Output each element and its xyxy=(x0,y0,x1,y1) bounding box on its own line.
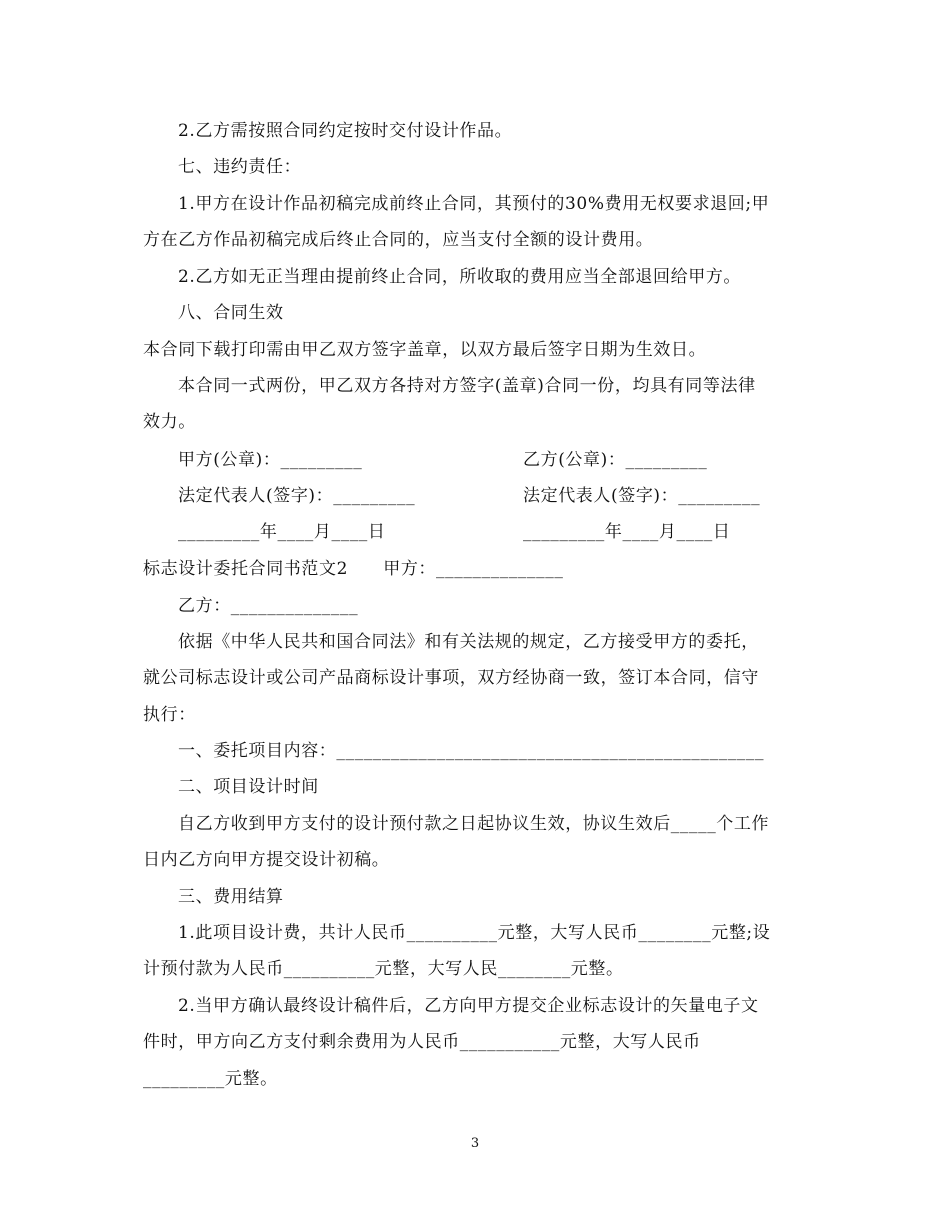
clause-line: 2.当甲方确认最终设计稿件后，乙方向甲方提交企业标志设计的矢量电子文 xyxy=(178,996,759,1016)
section-heading: 八、合同生效 xyxy=(178,303,284,323)
clause-line: 2.乙方需按照合同约定按时交付设计作品。 xyxy=(178,121,513,141)
section-heading: 七、违约责任： xyxy=(178,157,302,177)
party-b-date: _________年____月____日 xyxy=(523,522,731,542)
party-a-representative: 法定代表人(签字)：_________ xyxy=(178,486,416,506)
clause-line: 本合同一式两份，甲乙双方各持对方签字(盖章)合同一份，均具有同等法律 xyxy=(178,376,756,396)
party-a-date: _________年____月____日 xyxy=(178,522,386,542)
section-heading: 一、委托项目内容：_______________________________________________ xyxy=(178,741,765,761)
clause-line: 方在乙方作品初稿完成后终止合同的，应当支付全额的设计费用。 xyxy=(143,230,654,250)
clause-line: 自乙方收到甲方支付的设计预付款之日起协议生效，协议生效后_____个工作 xyxy=(178,814,770,834)
section-heading: 三、费用结算 xyxy=(178,887,284,907)
section-heading: 二、项目设计时间 xyxy=(178,777,319,797)
clause-line: 依据《中华人民共和国合同法》和有关法规的规定，乙方接受甲方的委托， xyxy=(178,632,759,652)
clause-line: 1.甲方在设计作品初稿完成前终止合同，其预付的30%费用无权要求退回;甲 xyxy=(178,194,770,214)
clause-line: 本合同下载打印需由甲乙双方签字盖章，以双方最后签字日期为生效日。 xyxy=(143,340,707,360)
clause-line: 1.此项目设计费，共计人民币__________元整，大写人民币________元整;设 xyxy=(178,923,771,943)
clause-line: 日内乙方向甲方提交设计初稿。 xyxy=(143,850,390,870)
clause-line: 件时，甲方向乙方支付剩余费用为人民币___________元整，大写人民币 xyxy=(143,1032,701,1052)
clause-line: 2.乙方如无正当理由提前终止合同，所收取的费用应当全部退回给甲方。 xyxy=(178,267,742,287)
party-a-seal: 甲方(公章)：_________ xyxy=(178,450,363,470)
clause-line: 就公司标志设计或公司产品商标设计事项，双方经协商一致，签订本合同，信守 xyxy=(143,668,759,688)
clause-line: 计预付款为人民币__________元整，大写人民________元整。 xyxy=(143,959,624,979)
document-title-line: 标志设计委托合同书范文2 甲方：______________ xyxy=(143,559,564,579)
clause-line: 执行： xyxy=(143,705,196,725)
party-b-line: 乙方：______________ xyxy=(178,596,359,616)
page-number: 3 xyxy=(470,1136,480,1151)
clause-line: _________元整。 xyxy=(143,1069,278,1089)
clause-line: 效力。 xyxy=(143,412,196,432)
party-b-seal: 乙方(公章)：_________ xyxy=(523,450,708,470)
party-b-representative: 法定代表人(签字)：_________ xyxy=(523,486,761,506)
